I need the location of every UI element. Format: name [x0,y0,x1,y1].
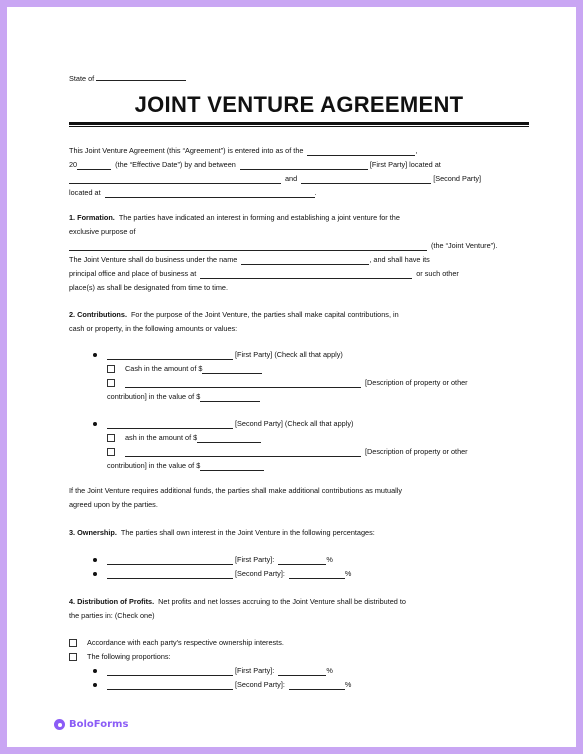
proportions-list [93,664,523,692]
distribution-options [69,636,521,664]
section-text: agreed upon by the parties. [69,500,158,509]
section-text: principal office and place of business at [69,269,197,278]
party-label: [First Party] (Check all that apply) [235,350,343,359]
checkbox-label: Accordance with each party's respective ownership interests. [87,638,284,647]
section-distribution [69,595,521,623]
section-text: place(s) as shall be designated from time to time. [69,283,228,292]
title-rule-thin [69,126,529,127]
checkbox-label: ash in the amount of $ [125,433,198,442]
bullet [93,353,97,357]
section-text: Net profits and net losses accruing to the Joint Venture shall be distributed to [158,597,406,606]
state-blank[interactable] [96,71,186,81]
ownership-interest-checkbox[interactable] [69,639,77,647]
section-text: , and shall have its [369,255,430,264]
section-contributions [69,308,521,336]
intro-text: and [285,174,298,183]
party-label: [Second Party]: [235,569,285,578]
intro-paragraph: This Joint Venture Agreement (this “Agreement”) is entered into as of the , 20 (the “Effective Date”) by and between [First Party] located at and [Second Party] located at . [69,144,521,200]
section-text: The parties shall own interest in the Joint Venture in the following percentages: [120,528,375,537]
purpose-blank[interactable] [69,241,427,251]
section-text: For the purpose of the Joint Venture, the parties shall make capital contributions, in [130,310,399,319]
section-text: (the “Joint Venture”). [431,241,498,250]
section-heading: 2. Contributions. [69,310,127,319]
property-value-blank[interactable] [200,392,260,402]
intro-text: located at [69,188,101,197]
document-title: JOINT VENTURE AGREEMENT [134,92,464,117]
party-label: [Second Party]: [235,680,285,689]
property-checkbox[interactable] [107,379,115,387]
section-ownership [69,526,521,540]
first-party-blank[interactable] [107,350,233,360]
intro-text: (the “Effective Date”) by and between [115,160,236,169]
property-value-blank[interactable] [200,461,264,471]
year-blank[interactable] [77,160,111,170]
section-text: cash or property, in the following amounts or values: [69,324,238,333]
section-text: If the Joint Venture requires additional funds, the parties shall make additional contributions as mutually [69,486,403,495]
percent-blank[interactable] [278,666,326,676]
party-label: [First Party]: [235,555,275,564]
property-description-blank[interactable] [125,378,361,388]
year-prefix: 20 [69,160,78,169]
second-party-label: [Second Party] [433,174,482,183]
intro-text: . [314,188,317,197]
cash-amount-blank[interactable] [202,364,262,374]
section-heading: 3. Ownership. [69,528,117,537]
cash-checkbox[interactable] [107,365,115,373]
section-heading: 4. Distribution of Profits. [69,597,155,606]
bullet [93,683,97,687]
second-party-blank[interactable] [107,680,233,690]
percent-sign: % [344,680,352,689]
property-checkbox[interactable] [107,448,115,456]
brand-name: BoloForms [69,719,129,730]
bullet [93,572,97,576]
state-line [69,71,186,86]
section-formation [69,211,521,295]
section-text: the parties in: (Check one) [69,611,155,620]
section-text: exclusive purpose of [69,227,136,236]
percent-sign: % [344,569,352,578]
percent-blank[interactable] [289,680,345,690]
boloforms-logo-icon [54,719,65,730]
checkbox-label: The following proportions: [87,652,171,661]
first-party-label: [First Party] located at [369,160,441,169]
first-party-blank[interactable] [107,555,233,565]
proportions-checkbox[interactable] [69,653,77,661]
second-party-name-blank[interactable] [301,174,431,184]
state-label: State of [69,74,95,83]
title-rule-thick [69,122,529,125]
office-address-blank[interactable] [200,269,412,279]
section-text: or such other [416,269,459,278]
second-party-blank[interactable] [107,419,233,429]
intro-text: This Joint Venture Agreement (this “Agreement”) is entered into as of the [69,146,304,155]
document-page [7,7,576,747]
bullet [93,422,97,426]
first-party-contribution [93,348,523,404]
bullet [93,558,97,562]
second-party-blank[interactable] [107,569,233,579]
second-party-address-blank[interactable] [105,188,315,198]
section-text: The Joint Venture shall do business under the name [69,255,238,264]
boloforms-logo [54,719,128,730]
checkbox-label: contribution] in the value of $ [107,461,201,470]
percent-blank[interactable] [278,555,326,565]
percent-sign: % [326,666,333,675]
first-party-name-blank[interactable] [240,160,368,170]
additional-funds-paragraph [69,484,521,512]
cash-checkbox[interactable] [107,434,115,442]
second-party-contribution [93,417,523,473]
property-description-blank[interactable] [125,447,361,457]
section-text: The parties have indicated an interest in forming and establishing a joint venture for the [118,213,400,222]
first-party-blank[interactable] [107,666,233,676]
percent-blank[interactable] [289,569,345,579]
section-heading: 1. Formation. [69,213,115,222]
percent-sign: % [326,555,333,564]
business-name-blank[interactable] [241,255,369,265]
checkbox-label: contribution] in the value of $ [107,392,201,401]
ownership-list [93,553,523,581]
cash-amount-blank[interactable] [197,433,261,443]
checkbox-label: [Description of property or other [365,447,468,456]
checkbox-label: Cash in the amount of $ [125,364,203,373]
checkbox-label: [Description of property or other [365,378,468,387]
party-label: [Second Party] (Check all that apply) [235,419,354,428]
date-blank[interactable] [307,146,415,156]
bullet [93,669,97,673]
first-party-address-blank[interactable] [69,174,281,184]
party-label: [First Party]: [235,666,275,675]
